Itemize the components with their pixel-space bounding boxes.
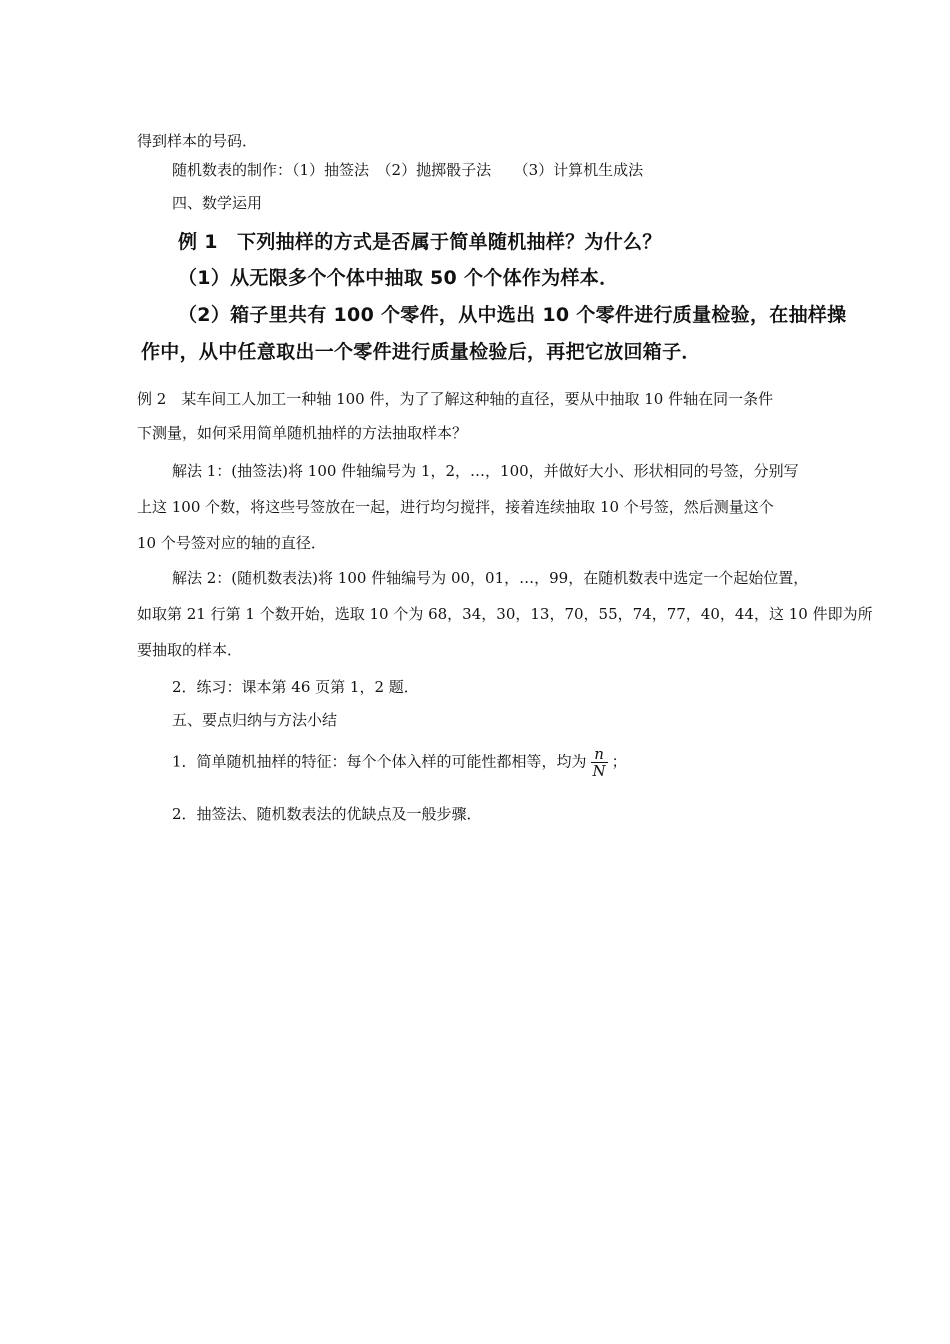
section-heading: 五、要点归纳与方法小结	[172, 711, 338, 729]
fraction-denominator: N	[592, 762, 606, 780]
summary-text: ；	[611, 752, 627, 771]
text-line: 解法 1：(抽签法)将 100 件轴编号为 1，2，…，100，并做好大小、形状相同的号签，分别写	[172, 462, 799, 480]
example-title: 例 1 下列抽样的方式是否属于简单随机抽样？为什么？	[178, 231, 662, 253]
text-line: 2．练习：课本第 46 页第 1，2 题．	[172, 678, 419, 696]
text-line: 解法 2：(随机数表法)将 100 件轴编号为 00，01，…，99，在随机数表中选定一个起始位置，	[172, 569, 809, 587]
summary-line: 2．抽签法、随机数表法的优缺点及一般步骤．	[172, 805, 482, 823]
section-heading: 四、数学运用	[172, 194, 263, 212]
text-line: 如取第 21 行第 1 个数开始，选取 10 个为 68，34，30，13，70，55，74，77，40，44，这 10 件即为所	[137, 605, 873, 623]
text-line: 作中，从中任意取出一个零件进行质量检验后，再把它放回箱子．	[141, 341, 701, 363]
text-line: 得到样本的号码．	[137, 132, 258, 150]
text-line: 随机数表的制作：（1）抽签法 （2）抛掷骰子法 （3）计算机生成法	[172, 161, 644, 179]
text-line: 10 个号签对应的轴的直径．	[137, 534, 326, 552]
text-line: 例 2 某车间工人加工一种轴 100 件，为了了解这种轴的直径，要从中抽取 10 件轴在同一条件	[137, 390, 774, 408]
text-line: 下测量，如何采用简单随机抽样的方法抽取样本？	[137, 424, 468, 442]
summary-line	[172, 746, 627, 779]
summary-text: 1．简单随机抽样的特征：每个个体入样的可能性都相等，均为	[172, 752, 587, 771]
text-line: 上这 100 个数，将这些号签放在一起，进行均匀搅拌，接着连续抽取 10 个号签，然后测量这个	[137, 498, 774, 516]
fraction-numerator: n	[591, 746, 608, 763]
text-line: 要抽取的样本．	[137, 641, 243, 659]
text-line: （1）从无限多个个体中抽取 50 个个体作为样本．	[178, 267, 619, 289]
text-line: （2）箱子里共有 100 个零件，从中选出 10 个零件进行质量检验，在抽样操	[178, 304, 847, 326]
fraction	[591, 746, 608, 779]
